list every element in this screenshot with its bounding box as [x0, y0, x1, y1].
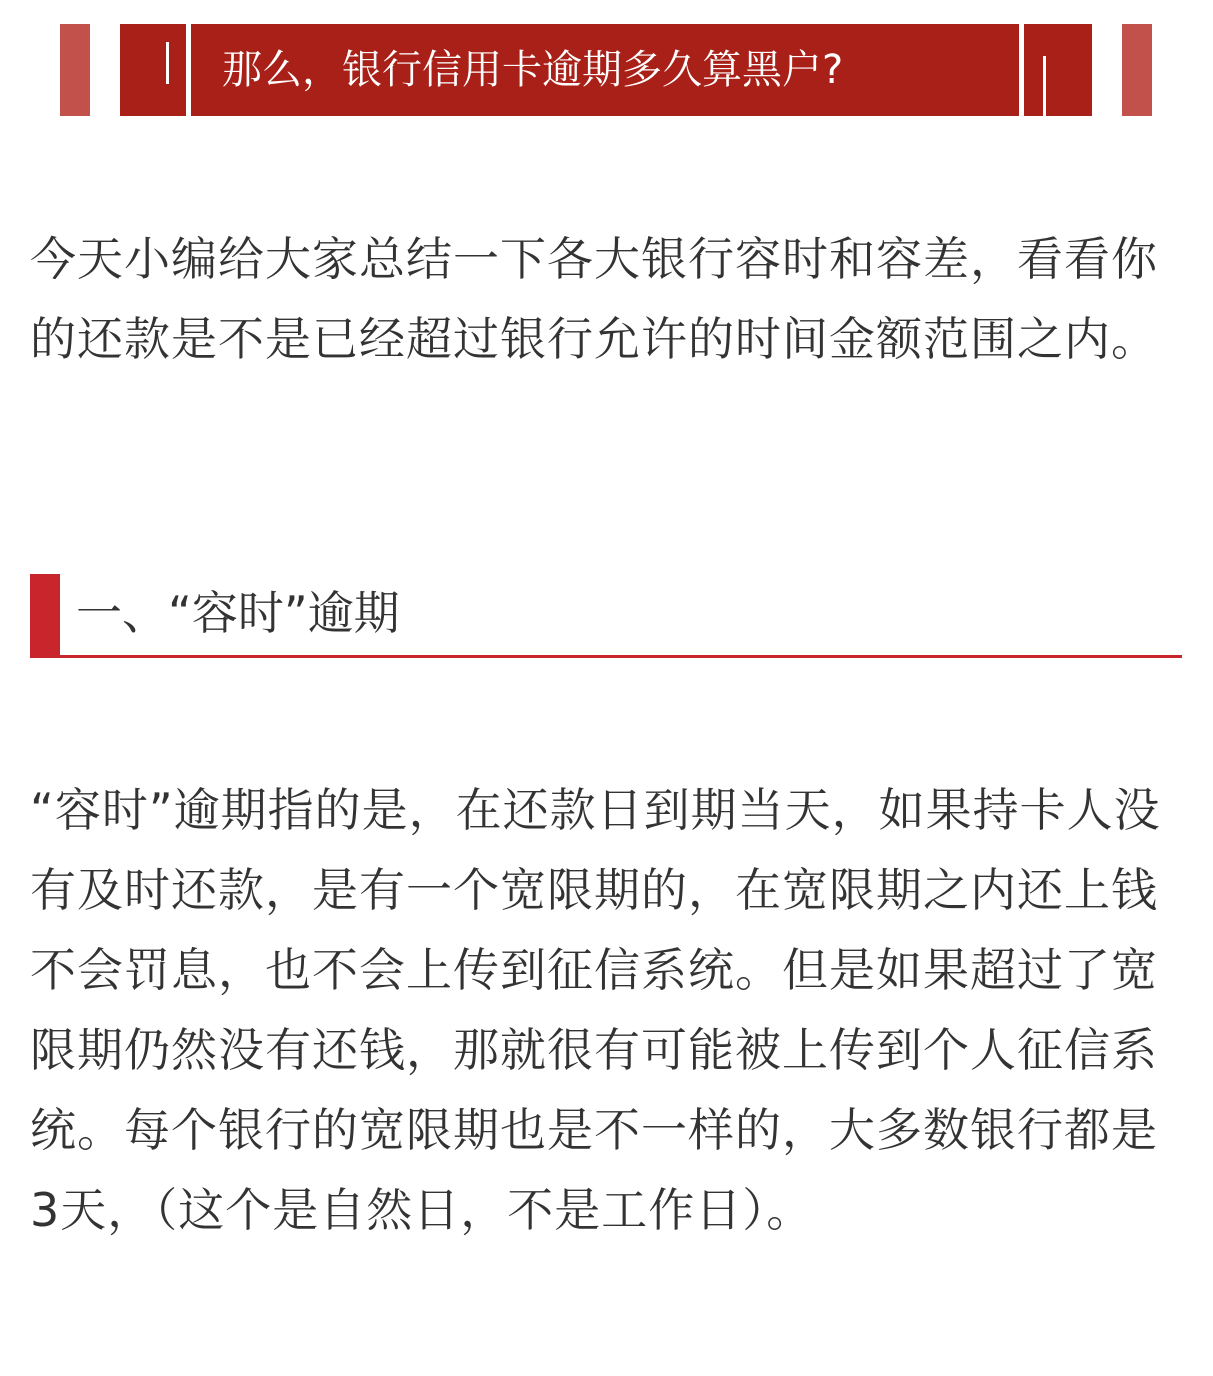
- banner-right-block: [1122, 24, 1152, 116]
- banner-stripe: [186, 24, 191, 116]
- banner-title: 那么，银行信用卡逾期多久算黑户?: [222, 47, 844, 93]
- section-heading: [30, 574, 1182, 658]
- banner-stripe: [1043, 56, 1046, 116]
- section-accent-bar: [30, 574, 60, 658]
- intro-paragraph: 今天小编给大家总结一下各大银行容时和容差，看看你的还款是不是已经超过银行允许的时间金额范围之内。: [30, 232, 1158, 366]
- banner-stripe: [166, 42, 169, 84]
- section-heading-label: 一、“容时”逾期: [76, 586, 400, 640]
- title-banner: [0, 24, 1213, 116]
- section-body-paragraph: “容时”逾期指的是，在还款日到期当天，如果持卡人没有及时还款，是有一个宽限期的，在宽限期之内还上钱不会罚息，也不会上传到征信系统。但是如果超过了宽限期仍然没有还钱，那就很有可能被上传到个人征信系统。每个银行的宽限期也是不一样的，大多数银行都是3天，（这个是自然日，不是工作日）。: [30, 783, 1161, 1237]
- banner-left-block: [60, 24, 90, 116]
- section-underline: [30, 655, 1182, 658]
- banner-stripe: [1019, 24, 1024, 116]
